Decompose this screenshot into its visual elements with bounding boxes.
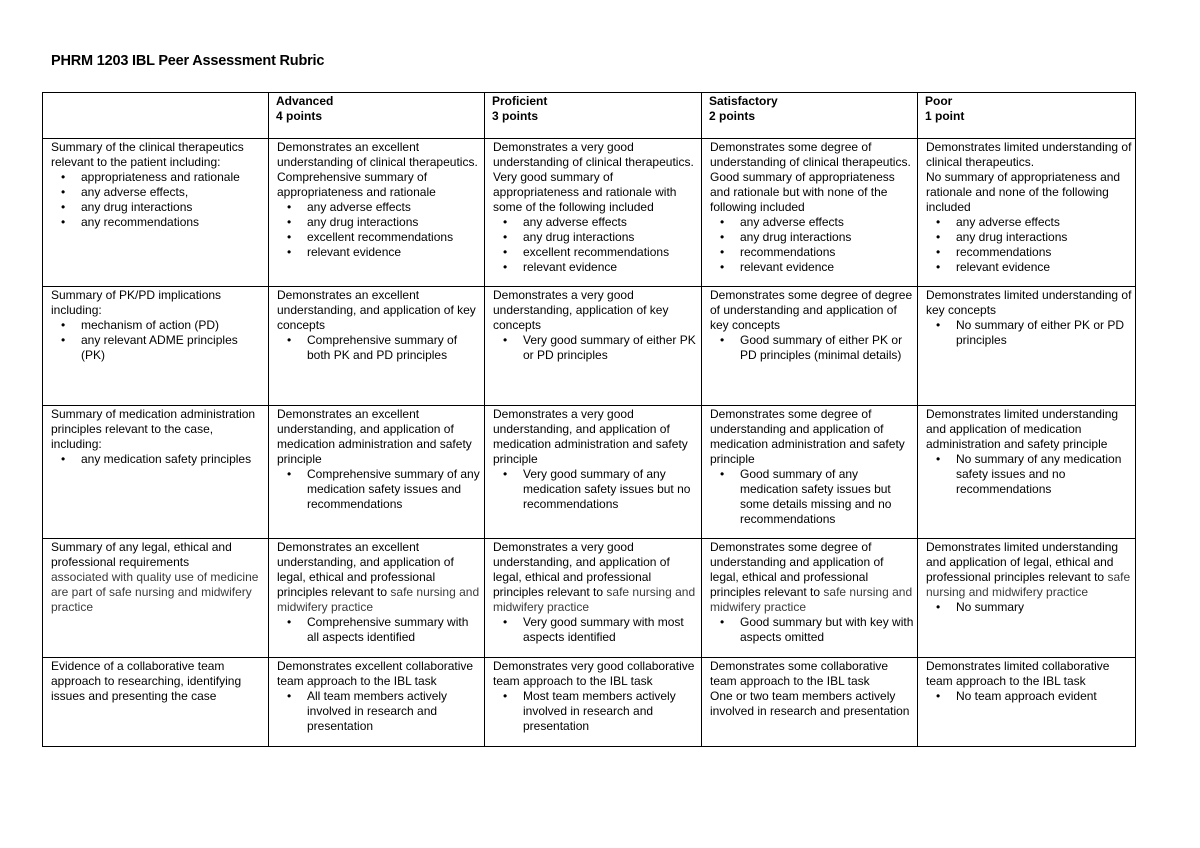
bullet-item: • any drug interactions: [81, 200, 265, 215]
bullet-item: • recommendations: [956, 245, 1132, 260]
descriptor-bullets: [493, 215, 698, 275]
descriptor-cell-advanced: [269, 539, 485, 658]
descriptor-cell-advanced: [269, 658, 485, 747]
level-points: 1 point: [925, 109, 965, 123]
descriptor-text-grey: safe nursing and midwifery practice: [277, 585, 480, 614]
descriptor-cell-satisfactory: [702, 658, 918, 747]
bullet-item: • No team approach evident: [956, 689, 1132, 704]
descriptor-bullets: [277, 615, 481, 645]
descriptor-bullets: [926, 452, 1132, 497]
descriptor-text-grey: safe nursing and midwifery practice: [710, 585, 913, 614]
descriptor-text: Demonstrates an excellent understanding, and application of legal, ethical and professional principles relevant to: [277, 540, 454, 599]
bullet-item: • excellent recommendations: [523, 245, 698, 260]
criterion-cell: [43, 287, 269, 406]
criterion-bullets: [51, 318, 265, 363]
descriptor-text: Demonstrates limited understanding and application of medication administration and safety principle: [926, 407, 1119, 451]
descriptor-text: Demonstrates a very good understanding of clinical therapeutics.: [493, 140, 694, 169]
criterion-text: Summary of PK/PD implications including:: [51, 288, 222, 317]
criterion-bullets: [51, 170, 265, 230]
document-title: PHRM 1203 IBL Peer Assessment Rubric: [51, 53, 325, 69]
rubric-table: [42, 92, 1136, 747]
descriptor-cell-satisfactory: [702, 287, 918, 406]
bullet-item: • Good summary of any medication safety issues but some details missing and no recommendations: [740, 467, 914, 527]
level-name: Satisfactory: [709, 94, 778, 108]
descriptor-text: Demonstrates a very good understanding, and application of legal, ethical and professional principles relevant to: [493, 540, 670, 599]
descriptor-cell-proficient: [485, 658, 702, 747]
descriptor-text: Demonstrates some collaborative team approach to the IBL task: [710, 659, 889, 688]
descriptor-cell-poor: [918, 658, 1136, 747]
criterion-text: Summary of the clinical therapeutics relevant to the patient including:: [51, 140, 244, 169]
bullet-item: • relevant evidence: [956, 260, 1132, 275]
bullet-item: • Very good summary of any medication safety issues but no recommendations: [523, 467, 698, 512]
bullet-item: • any drug interactions: [740, 230, 914, 245]
rubric-row-medication-administration: [43, 406, 1136, 539]
criterion-cell: [43, 658, 269, 747]
descriptor-bullets: [277, 467, 481, 512]
bullet-item: • Comprehensive summary with all aspects identified: [307, 615, 481, 645]
descriptor-cell-satisfactory: [702, 139, 918, 287]
bullet-item: • Most team members actively involved in research and presentation: [523, 689, 698, 734]
bullet-item: • relevant evidence: [740, 260, 914, 275]
descriptor-bullets: [493, 467, 698, 512]
descriptor-bullets: [493, 689, 698, 734]
descriptor-cell-proficient: [485, 139, 702, 287]
bullet-item: • No summary of any medication safety issues and no recommendations: [956, 452, 1132, 497]
bullet-item: • any medication safety principles: [81, 452, 265, 467]
descriptor-text: Demonstrates a very good understanding, application of key concepts: [493, 288, 669, 332]
level-points: 4 points: [276, 109, 323, 123]
descriptor-text: Demonstrates limited collaborative team approach to the IBL task: [926, 659, 1110, 688]
descriptor-bullets: [926, 318, 1132, 348]
descriptor-bullets: [493, 333, 698, 363]
descriptor-text: Demonstrates excellent collaborative team approach to the IBL task: [277, 659, 474, 688]
descriptor-cell-satisfactory: [702, 539, 918, 658]
bullet-item: • any adverse effects: [956, 215, 1132, 230]
level-header-poor: [918, 93, 1136, 139]
level-name: Advanced: [276, 94, 334, 108]
descriptor-cell-advanced: [269, 139, 485, 287]
descriptor-cell-poor: [918, 287, 1136, 406]
bullet-item: • any recommendations: [81, 215, 265, 230]
descriptor-bullets: [277, 200, 481, 260]
descriptor-text: Demonstrates a very good understanding, and application of medication administration and safety principle: [493, 407, 688, 466]
bullet-item: • mechanism of action (PD): [81, 318, 265, 333]
criterion-text-grey: associated with quality use of medicine are part of safe nursing and midwifery practice: [51, 570, 259, 614]
criterion-text: Evidence of a collaborative team approach to researching, identifying issues and presenting the case: [51, 659, 242, 703]
descriptor-text: Demonstrates an excellent understanding, and application of key concepts: [277, 288, 476, 332]
bullet-item: • relevant evidence: [307, 245, 481, 260]
level-header-advanced: [269, 93, 485, 139]
descriptor-bullets: [493, 615, 698, 645]
bullet-item: • relevant evidence: [523, 260, 698, 275]
descriptor-text: Demonstrates some degree of understanding and application of legal, ethical and professional principles relevant to: [710, 540, 884, 599]
descriptor-text-secondary: No summary of appropriateness and rationale and none of the following included: [926, 170, 1121, 214]
bullet-item: • All team members actively involved in research and presentation: [307, 689, 481, 734]
bullet-item: • any drug interactions: [956, 230, 1132, 245]
descriptor-cell-proficient: [485, 539, 702, 658]
bullet-item: • Very good summary with most aspects identified: [523, 615, 698, 645]
level-name: Proficient: [492, 94, 548, 108]
criterion-cell: [43, 539, 269, 658]
criterion-text: Summary of any legal, ethical and professional requirements: [51, 540, 232, 569]
descriptor-bullets: [710, 467, 914, 527]
descriptor-text: Demonstrates an excellent understanding, and application of medication administration and safety principle: [277, 407, 472, 466]
descriptor-bullets: [926, 689, 1132, 704]
descriptor-bullets: [926, 215, 1132, 275]
bullet-item: • any adverse effects: [740, 215, 914, 230]
descriptor-text-secondary: One or two team members actively involved in research and presentation: [710, 689, 910, 718]
descriptor-cell-proficient: [485, 287, 702, 406]
descriptor-cell-poor: [918, 406, 1136, 539]
descriptor-text-secondary: Good summary of appropriateness and rationale but with none of the following included: [710, 170, 895, 214]
rubric-row-legal-ethical: [43, 539, 1136, 658]
bullet-item: • any adverse effects: [523, 215, 698, 230]
bullet-item: • Comprehensive summary of both PK and PD principles: [307, 333, 481, 363]
descriptor-text: Demonstrates limited understanding and application of legal, ethical and professional principles relevant to: [926, 540, 1119, 584]
descriptor-text-grey: safe nursing and midwifery practice: [493, 585, 696, 614]
bullet-item: • appropriateness and rationale: [81, 170, 265, 185]
descriptor-cell-poor: [918, 139, 1136, 287]
rubric-row-pkpd: [43, 287, 1136, 406]
descriptor-text-secondary: Very good summary of appropriateness and rationale with some of the following included: [493, 170, 677, 214]
descriptor-cell-poor: [918, 539, 1136, 658]
descriptor-cell-advanced: [269, 287, 485, 406]
descriptor-bullets: [277, 689, 481, 734]
level-points: 3 points: [492, 109, 539, 123]
bullet-item: • any drug interactions: [307, 215, 481, 230]
descriptor-text: Demonstrates some degree of understanding and application of medication administration and safety principle: [710, 407, 905, 466]
descriptor-bullets: [710, 215, 914, 275]
descriptor-bullets: [926, 600, 1132, 615]
criteria-header-cell: [43, 93, 269, 139]
header-row: [43, 93, 1136, 139]
bullet-item: • any drug interactions: [523, 230, 698, 245]
descriptor-text-grey: safe nursing and midwifery practice: [926, 570, 1131, 599]
descriptor-text: Demonstrates limited understanding of clinical therapeutics.: [926, 140, 1132, 169]
bullet-item: • Good summary of either PK or PD principles (minimal details): [740, 333, 914, 363]
descriptor-text: Demonstrates some degree of degree of understanding and application of key concepts: [710, 288, 913, 332]
bullet-item: • Very good summary of either PK or PD principles: [523, 333, 698, 363]
criterion-cell: [43, 406, 269, 539]
bullet-item: • any adverse effects: [307, 200, 481, 215]
descriptor-text: Demonstrates limited understanding of key concepts: [926, 288, 1132, 317]
bullet-item: • excellent recommendations: [307, 230, 481, 245]
criterion-text: Summary of medication administration principles relevant to the case, including:: [51, 407, 256, 451]
descriptor-cell-proficient: [485, 406, 702, 539]
descriptor-text: Demonstrates an excellent understanding of clinical therapeutics. Comprehensive summary of appropriateness and rationale: [277, 140, 478, 199]
bullet-item: • recommendations: [740, 245, 914, 260]
descriptor-bullets: [710, 333, 914, 363]
bullet-item: • Comprehensive summary of any medication safety issues and recommendations: [307, 467, 481, 512]
descriptor-cell-advanced: [269, 406, 485, 539]
level-points: 2 points: [709, 109, 756, 123]
rubric-row-team-approach: [43, 658, 1136, 747]
descriptor-text: Demonstrates some degree of understanding of clinical therapeutics.: [710, 140, 911, 169]
bullet-item: • No summary: [956, 600, 1132, 615]
descriptor-bullets: [277, 333, 481, 363]
criterion-cell: [43, 139, 269, 287]
criterion-bullets: [51, 452, 265, 467]
descriptor-cell-satisfactory: [702, 406, 918, 539]
bullet-item: • No summary of either PK or PD principles: [956, 318, 1132, 348]
descriptor-bullets: [710, 615, 914, 645]
rubric-row-clinical-therapeutics: [43, 139, 1136, 287]
level-header-proficient: [485, 93, 702, 139]
descriptor-text: Demonstrates very good collaborative team approach to the IBL task: [493, 659, 695, 688]
level-header-satisfactory: [702, 93, 918, 139]
level-name: Poor: [925, 94, 953, 108]
bullet-item: • Good summary but with key with aspects omitted: [740, 615, 914, 645]
bullet-item: • any adverse effects,: [81, 185, 265, 200]
bullet-item: • any relevant ADME principles (PK): [81, 333, 265, 363]
